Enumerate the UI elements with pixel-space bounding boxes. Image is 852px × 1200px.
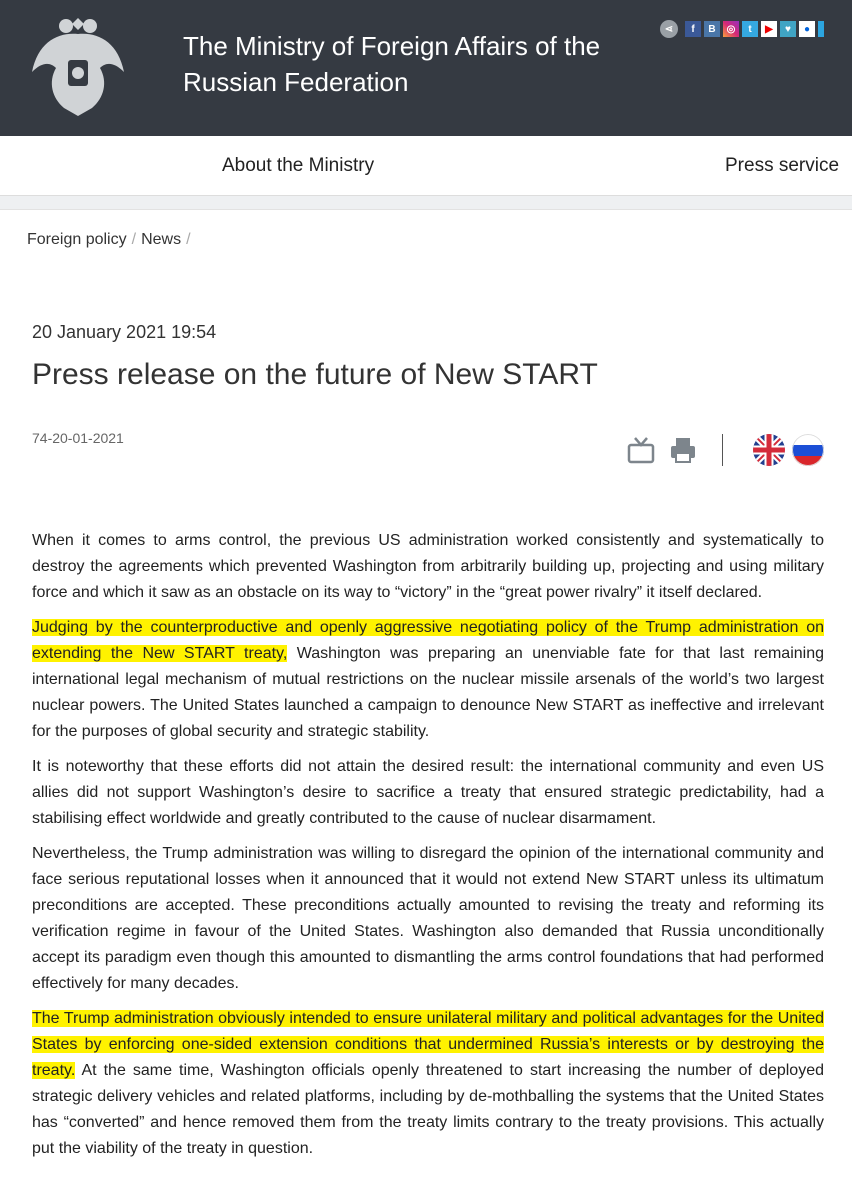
- youtube-icon[interactable]: ▶: [761, 21, 777, 37]
- paragraph: [32, 841, 824, 997]
- document-number: 74-20-01-2021: [32, 430, 124, 446]
- paragraph-text: When it comes to arms control, the previous US administration worked consistently and systematically to destroy the agreements which prevented Washington from arbitrarily building up, projecting and using military force and which it saw as an obstacle on its way to “victory” in the “great power rivalry” it itself declared.: [32, 532, 824, 601]
- tv-icon[interactable]: [626, 435, 656, 465]
- highlighted-text: The Trump administration obviously intended to ensure unilateral military and political advantages for the United States by enforcing one-sided extension conditions that undermined Russia’s interests or by destroying the treaty.: [32, 1010, 824, 1079]
- nav-about-ministry[interactable]: About the Ministry: [222, 155, 375, 176]
- tools-divider: [722, 434, 723, 466]
- paragraph: [32, 528, 824, 606]
- breadcrumb-foreign-policy[interactable]: Foreign policy: [27, 231, 127, 248]
- main-nav: [0, 136, 852, 196]
- breadcrumb-news[interactable]: News: [141, 231, 182, 248]
- article-body: [32, 528, 824, 1171]
- english-flag-icon[interactable]: [753, 434, 785, 466]
- paragraph-text: Washington was preparing an unenviable fate for that last remaining international legal mechanism of mutual restrictions on the nuclear missile arsenals of the world’s two largest nuclear powers. The United States launched a campaign to denounce New START as ineffective and irrelevant for the purposes of global security and strategic stability.: [32, 645, 824, 740]
- breadcrumb: Foreign policy / News /: [27, 231, 191, 248]
- highlighted-text: Judging by the counterproductive and openly aggressive negotiating policy of the Trump administration on extending the New START treaty,: [32, 619, 824, 662]
- share-icon[interactable]: ⋖: [660, 20, 678, 38]
- paragraph-text: It is noteworthy that these efforts did not attain the desired result: the international community and even US allies did not support Washington’s desire to sacrifice a treaty that ensured strategic predictability, had a stabilising effect worldwide and greatly contributed to the cause of nuclear disarmament.: [32, 758, 824, 827]
- paragraph: [32, 615, 824, 745]
- facebook-icon[interactable]: f: [685, 21, 701, 37]
- site-header: [0, 0, 852, 136]
- flickr-icon[interactable]: ●: [799, 21, 815, 37]
- instagram-icon[interactable]: ◎: [723, 21, 739, 37]
- page-title: Press release on the future of New START: [32, 358, 598, 391]
- paragraph-text: At the same time, Washington officials openly threatened to start increasing the number of deployed strategic delivery vehicles and related platforms, including by de-mothballing the systems that the United States has “converted” and hence removed them from the treaty limits contrary to the treaty provisions. This actually put the viability of the treaty in question.: [32, 1062, 824, 1157]
- coat-of-arms-logo[interactable]: [28, 12, 128, 122]
- paragraph: [32, 754, 824, 832]
- site-title[interactable]: The Ministry of Foreign Affairs of the Russian Federation: [183, 31, 601, 97]
- paragraph-text: Nevertheless, the Trump administration was willing to disregard the opinion of the international community and face serious reputational losses when it announced that it would not extend New START unless its ultimatum preconditions are accepted. These preconditions actually amounted to revising the treaty and reforming its verification regime in favour of the United States. Washington also demanded that Russia unconditionally accept its paradigm even though this amounted to dismantling the arms control foundations that had performed effectively for many decades.: [32, 845, 824, 992]
- article-tools: [626, 434, 831, 466]
- russian-flag-icon[interactable]: [792, 434, 824, 466]
- social-links: [660, 20, 824, 38]
- periscope-icon[interactable]: ♥: [780, 21, 796, 37]
- nav-press-service[interactable]: Press service: [725, 155, 840, 176]
- telegram-icon[interactable]: [818, 21, 824, 37]
- tumblr-icon[interactable]: t: [742, 21, 758, 37]
- paragraph: [32, 1006, 824, 1162]
- nav-divider: [0, 196, 852, 210]
- print-icon[interactable]: [670, 436, 696, 464]
- article-date: 20 January 2021 19:54: [32, 322, 217, 342]
- vkontakte-icon[interactable]: B: [704, 21, 720, 37]
